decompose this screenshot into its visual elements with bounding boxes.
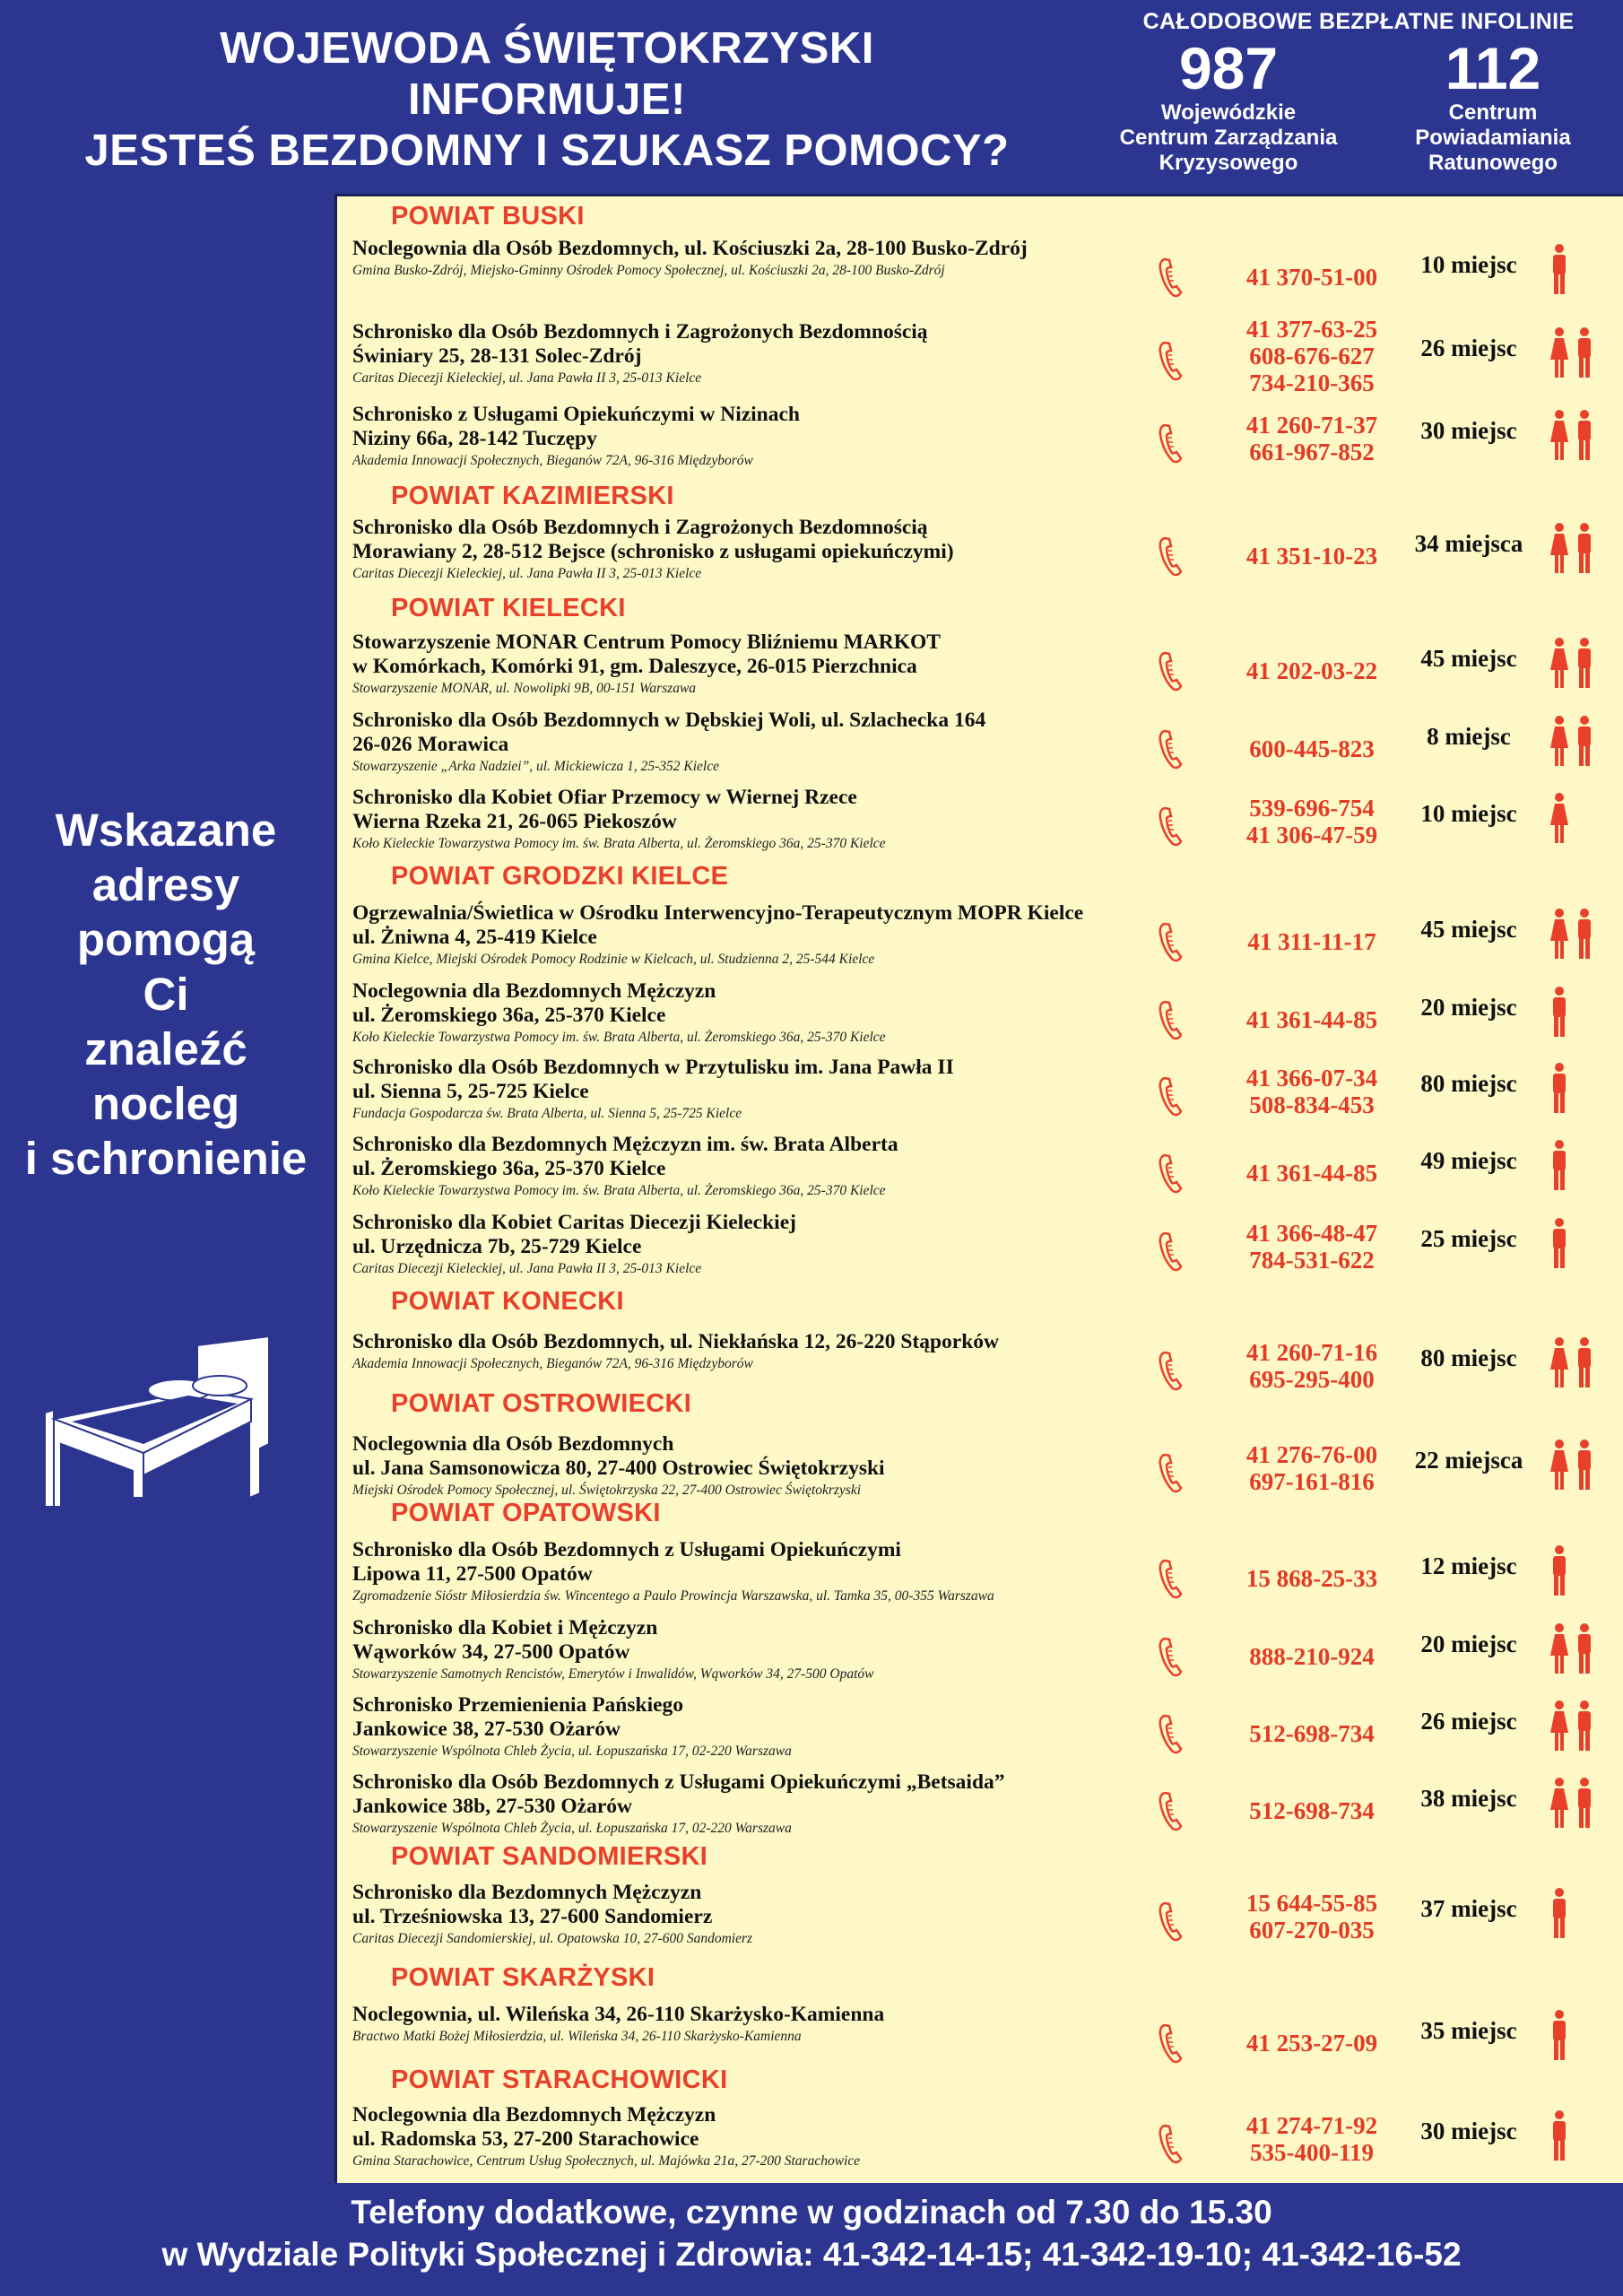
hotline-desc: Centrum Zarządzania xyxy=(1119,126,1338,150)
powiat-heading: POWIAT KONECKI xyxy=(391,1287,624,1316)
shelter-address: Niziny 66a, 28-142 Tuczępy xyxy=(352,427,597,450)
shelter-name: Schronisko dla Bezdomnych Mężczyzn im. św. Brata Alberta xyxy=(352,1133,898,1156)
phone-handset-icon xyxy=(1158,535,1183,577)
phone-number[interactable]: 697-161-816 xyxy=(1249,1468,1375,1495)
phone-number[interactable]: 15 868-25-33 xyxy=(1245,1565,1378,1592)
phone-handset-icon xyxy=(1158,728,1183,770)
phone-handset-icon xyxy=(1158,1900,1183,1942)
shelter-name: Schronisko dla Kobiet Ofiar Przemocy w Wiernej Rzece xyxy=(352,786,857,809)
shelter-name: Schronisko dla Osób Bezdomnych w Przytulisku im. Jana Pawła II xyxy=(352,1056,954,1079)
female-figure-icon xyxy=(1549,523,1569,573)
male-figure-icon xyxy=(1549,1218,1569,1268)
shelter-entry xyxy=(352,631,1608,698)
shelter-entry xyxy=(352,516,1608,583)
shelter-capacity: 12 miejsc xyxy=(1420,1552,1517,1579)
male-figure-icon xyxy=(1575,410,1594,460)
phone-handset-icon xyxy=(1158,805,1183,847)
male-figure-icon xyxy=(1575,1778,1594,1828)
shelter-entry xyxy=(352,237,1608,291)
shelter-operator: Gmina Kielce, Miejski Ośrodek Pomocy Rodzinie w Kielcach, ul. Studzienna 2, 25-544 Kielce xyxy=(352,952,875,967)
female-figure-icon xyxy=(1549,1778,1569,1828)
phone-number[interactable]: 784-531-622 xyxy=(1249,1247,1375,1274)
shelter-operator: Gmina Busko-Zdrój, Miejsko-Gminny Ośrodek Pomocy Społecznej, ul. Kościuszki 2a, 28-100 Busko-Zdrój xyxy=(352,263,945,278)
powiat-heading: POWIAT STARACHOWICKI xyxy=(391,2066,728,2094)
shelter-address: ul. Jana Samsonowicza 80, 27-400 Ostrowiec Świętokrzyski xyxy=(352,1457,885,1480)
shelter-entry xyxy=(352,786,1608,853)
phone-handset-icon xyxy=(1158,1152,1183,1194)
gender-icons xyxy=(1549,1545,1569,1596)
gender-icons xyxy=(1549,1063,1569,1113)
shelter-address: ul. Radomska 53, 27-200 Starachowice xyxy=(352,2127,699,2151)
shelter-name: Ogrzewalnia/Świetlica w Ośrodku Interwencyjno-Terapeutycznym MOPR Kielce xyxy=(352,901,1084,925)
phone-handset-icon xyxy=(1158,1790,1183,1831)
shelter-operator: Koło Kieleckie Towarzystwa Pomocy im. św. Brata Alberta, ul. Żeromskiego 36a, 25-370 Kielce xyxy=(352,836,886,851)
shelter-entry xyxy=(352,2003,1608,2057)
shelter-capacity: 80 miejsc xyxy=(1420,1070,1517,1097)
male-figure-icon xyxy=(1575,327,1594,378)
shelter-operator: Stowarzyszenie Wspólnota Chleb Życia, ul. Łopuszańska 17, 02-220 Warszawa xyxy=(352,1821,792,1836)
gender-icons xyxy=(1549,2110,1569,2161)
phone-number[interactable]: 695-295-400 xyxy=(1249,1366,1375,1393)
shelter-entry xyxy=(352,403,1608,470)
phone-handset-icon xyxy=(1158,340,1183,381)
shelter-capacity: 26 miejsc xyxy=(1420,1708,1517,1735)
shelter-capacity: 20 miejsc xyxy=(1420,1631,1517,1657)
phone-number[interactable]: 661-967-852 xyxy=(1249,439,1375,465)
phone-handset-icon xyxy=(1158,1558,1183,1599)
phone-number[interactable]: 41 260-71-37 xyxy=(1245,412,1378,439)
phone-number[interactable]: 41 361-44-85 xyxy=(1245,1160,1378,1187)
shelter-operator: Gmina Starachowice, Centrum Usług Społecznych, ul. Majówka 21a, 27-200 Starachowice xyxy=(352,2153,861,2169)
shelter-capacity: 30 miejsc xyxy=(1420,417,1517,444)
male-figure-icon xyxy=(1575,638,1594,688)
phone-number[interactable]: 41 276-76-00 xyxy=(1245,1441,1378,1468)
gender-icons xyxy=(1549,716,1594,766)
shelter-name: Noclegownia dla Bezdomnych Mężczyzn xyxy=(352,979,716,1003)
male-figure-icon xyxy=(1575,1623,1594,1674)
header-title-line: WOJEWODA ŚWIĘTOKRZYSKI xyxy=(220,24,874,73)
powiat-heading: POWIAT SANDOMIERSKI xyxy=(391,1842,708,1871)
phone-number[interactable]: 535-400-119 xyxy=(1250,2139,1374,2166)
shelter-operator: Miejski Ośrodek Pomocy Społecznej, ul. Świętokrzyska 22, 27-400 Ostrowiec Świętokrzyski xyxy=(352,1483,862,1498)
powiat-heading: POWIAT KAZIMIERSKI xyxy=(391,482,674,510)
shelter-capacity: 22 miejsca xyxy=(1414,1447,1523,1474)
footer-line: Telefony dodatkowe, czynne w godzinach od 7.30 do 15.30 xyxy=(351,2194,1272,2231)
shelter-capacity: 30 miejsc xyxy=(1420,2118,1517,2144)
shelter-entry xyxy=(352,1881,1608,1948)
gender-icons xyxy=(1549,1218,1569,1268)
shelter-operator: Akademia Innowacji Społecznych, Bieganów 72A, 96-316 Międzyborów xyxy=(352,1356,753,1371)
shelter-operator: Caritas Diecezji Kieleckiej, ul. Jana Pawła II 3, 25-013 Kielce xyxy=(352,566,702,581)
phone-number[interactable]: 41 366-07-34 xyxy=(1245,1065,1378,1091)
shelter-name: Noclegownia dla Bezdomnych Mężczyzn xyxy=(352,2103,716,2126)
male-figure-icon xyxy=(1549,1140,1569,1190)
phone-handset-icon xyxy=(1158,999,1183,1040)
male-figure-icon xyxy=(1549,1545,1569,1596)
gender-icons xyxy=(1549,793,1569,843)
male-figure-icon xyxy=(1549,987,1569,1037)
shelter-entry xyxy=(352,2103,1608,2170)
male-figure-icon xyxy=(1549,1888,1569,1938)
shelter-entry xyxy=(352,1056,1608,1123)
shelter-operator: Stowarzyszenie „Arka Nadziei”, ul. Mickiewicza 1, 25-352 Kielce xyxy=(352,759,719,774)
shelter-capacity: 8 miejsc xyxy=(1427,723,1511,750)
shelter-address: Wąworków 34, 27-500 Opatów xyxy=(352,1640,630,1664)
phone-number[interactable]: 512-698-734 xyxy=(1249,1720,1375,1747)
female-figure-icon xyxy=(1549,909,1569,959)
female-figure-icon xyxy=(1549,410,1569,460)
shelter-entry xyxy=(352,316,1608,396)
shelter-operator: Stowarzyszenie MONAR, ul. Nowolipki 9B, 00-151 Warszawa xyxy=(352,681,697,696)
shelter-entry xyxy=(352,1538,1608,1605)
phone-number[interactable]: 41 311-11-17 xyxy=(1247,928,1376,955)
shelter-operator: Caritas Diecezji Kieleckiej, ul. Jana Pawła II 3, 25-013 Kielce xyxy=(352,1261,702,1276)
shelter-address: 26-026 Morawica xyxy=(352,733,509,756)
phone-number[interactable]: 508-834-453 xyxy=(1249,1091,1375,1118)
phone-number[interactable]: 41 377-63-25 xyxy=(1245,316,1378,343)
phone-number[interactable]: 734-210-365 xyxy=(1249,370,1375,396)
shelter-entry xyxy=(352,709,1608,776)
shelter-operator: Akademia Innowacji Społecznych, Bieganów 72A, 96-316 Międzyborów xyxy=(352,453,753,468)
shelter-address: Świniary 25, 28-131 Solec-Zdrój xyxy=(352,344,642,368)
shelter-address: Lipowa 11, 27-500 Opatów xyxy=(352,1562,593,1586)
female-figure-icon xyxy=(1549,327,1569,378)
shelter-name: Noclegownia dla Osób Bezdomnych, ul. Kościuszki 2a, 28-100 Busko-Zdrój xyxy=(352,237,1028,260)
shelter-capacity: 45 miejsc xyxy=(1420,916,1517,943)
phone-number[interactable]: 608-676-627 xyxy=(1249,343,1375,370)
shelter-address: Jankowice 38, 27-530 Ożarów xyxy=(352,1718,621,1741)
powiat-heading: POWIAT OSTROWIECKI xyxy=(391,1389,692,1418)
shelter-address: ul. Żeromskiego 36a, 25-370 Kielce xyxy=(352,1004,666,1027)
header-title xyxy=(27,23,1067,177)
hotline-number: 112 xyxy=(1445,35,1541,101)
shelter-capacity: 26 miejsc xyxy=(1420,335,1517,361)
phone-number[interactable]: 41 366-48-47 xyxy=(1245,1220,1378,1247)
shelter-capacity: 10 miejsc xyxy=(1420,251,1517,278)
phone-handset-icon xyxy=(1158,1713,1183,1754)
shelter-name: Schronisko Przemienienia Pańskiego xyxy=(352,1693,684,1717)
male-figure-icon xyxy=(1575,1439,1594,1490)
shelter-operator: Stowarzyszenie Wspólnota Chleb Życia, ul. Łopuszańska 17, 02-220 Warszawa xyxy=(352,1744,792,1759)
shelter-operator: Zgromadzenie Sióstr Miłosierdzia św. Wincentego a Paulo Prowincja Warszawska, ul. Tamka 35, 00-355 Warszawa xyxy=(352,1588,994,1604)
phone-number[interactable]: 41 202-03-22 xyxy=(1245,657,1378,684)
phone-number[interactable]: 41 253-27-09 xyxy=(1245,2030,1378,2057)
shelter-capacity: 10 miejsc xyxy=(1420,800,1517,827)
hotline-desc: Kryzysowego xyxy=(1159,151,1298,175)
male-figure-icon xyxy=(1575,1700,1594,1751)
gender-icons xyxy=(1549,1623,1594,1674)
gender-icons xyxy=(1549,1888,1569,1938)
side-slogan: Wskazane adresy pomogą Ci znaleźć nocleg i schronienie xyxy=(24,804,308,1184)
gender-icons xyxy=(1549,1337,1594,1387)
hotline-desc: Ratunowego xyxy=(1428,151,1558,175)
powiat-heading: POWIAT BUSKI xyxy=(391,202,585,230)
powiat-heading: POWIAT GRODZKI KIELCE xyxy=(391,862,729,891)
phone-handset-icon xyxy=(1158,2123,1183,2164)
female-figure-icon xyxy=(1549,638,1569,688)
gender-icons xyxy=(1549,244,1569,294)
shelter-name: Stowarzyszenie MONAR Centrum Pomocy Bliźniemu MARKOT xyxy=(352,631,941,654)
gender-icons xyxy=(1549,909,1594,959)
bed-icon xyxy=(45,1336,269,1507)
phone-number[interactable]: 41 260-71-16 xyxy=(1245,1339,1378,1366)
gender-icons xyxy=(1549,410,1594,460)
gender-icons xyxy=(1549,327,1594,378)
male-figure-icon xyxy=(1549,1063,1569,1113)
male-figure-icon xyxy=(1575,1337,1594,1387)
shelter-operator: Caritas Diecezji Kieleckiej, ul. Jana Pawła II 3, 25-013 Kielce xyxy=(352,370,702,386)
shelter-name: Schronisko dla Kobiet Caritas Diecezji Kieleckiej xyxy=(352,1211,796,1234)
shelter-name: Schronisko z Usługami Opiekuńczymi w Nizinach xyxy=(352,403,800,426)
female-figure-icon xyxy=(1549,1337,1569,1387)
shelter-operator: Koło Kieleckie Towarzystwa Pomocy im. św. Brata Alberta, ul. Żeromskiego 36a, 25-370 Kielce xyxy=(352,1030,886,1045)
phone-handset-icon xyxy=(1158,921,1183,962)
phone-handset-icon xyxy=(1158,1231,1183,1272)
gender-icons xyxy=(1549,2010,1569,2060)
hotlines-heading: CAŁODOBOWE BEZPŁATNE INFOLINIE xyxy=(1142,9,1575,34)
shelter-address: w Komórkach, Komórki 91, gm. Daleszyce, 26-015 Pierzchnica xyxy=(352,655,917,678)
phone-handset-icon xyxy=(1158,1075,1183,1117)
gender-icons xyxy=(1549,1700,1594,1751)
gender-icons xyxy=(1549,1439,1594,1490)
gender-icons xyxy=(1549,523,1594,573)
shelter-address: ul. Urzędnicza 7b, 25-729 Kielce xyxy=(352,1235,642,1258)
shelter-capacity: 34 miejsca xyxy=(1414,530,1523,557)
shelter-capacity: 37 miejsc xyxy=(1420,1895,1517,1922)
shelter-entry xyxy=(352,1330,1608,1393)
phone-number[interactable]: 41 274-71-92 xyxy=(1245,2112,1378,2139)
phone-number[interactable]: 607-270-035 xyxy=(1249,1917,1375,1944)
gender-icons xyxy=(1549,1140,1569,1190)
shelter-entry xyxy=(352,1211,1608,1278)
phone-handset-icon xyxy=(1158,422,1183,464)
phone-number[interactable]: 15 644-55-85 xyxy=(1245,1890,1378,1917)
shelter-address: Jankowice 38b, 27-530 Ożarów xyxy=(352,1795,633,1818)
shelter-entry xyxy=(352,1432,1608,1500)
male-figure-icon xyxy=(1549,2110,1569,2161)
hotline-112 xyxy=(1376,36,1610,176)
hotline-desc: Wojewódzkie xyxy=(1160,100,1297,125)
phone-handset-icon xyxy=(1158,1350,1183,1391)
shelter-name: Schronisko dla Osób Bezdomnych z Usługami Opiekuńczymi xyxy=(352,1538,901,1561)
gender-icons xyxy=(1549,1778,1594,1828)
shelter-address: ul. Sienna 5, 25-725 Kielce xyxy=(352,1080,589,1103)
shelter-capacity: 45 miejsc xyxy=(1420,645,1517,672)
shelter-operator: Caritas Diecezji Sandomierskiej, ul. Opatowska 10, 27-600 Sandomierz xyxy=(352,1931,753,1946)
phone-number[interactable]: 41 370-51-00 xyxy=(1245,264,1378,291)
hotline-number: 987 xyxy=(1178,35,1279,101)
phone-number[interactable]: 512-698-734 xyxy=(1249,1797,1375,1824)
male-figure-icon xyxy=(1549,244,1569,294)
shelter-name: Schronisko dla Osób Bezdomnych i Zagrożonych Bezdomnością xyxy=(352,320,928,344)
shelter-name: Schronisko dla Bezdomnych Mężczyzn xyxy=(352,1881,702,1904)
powiat-heading: POWIAT SKARŻYSKI xyxy=(391,1963,655,1992)
phone-handset-icon xyxy=(1158,257,1183,298)
shelter-operator: Fundacja Gospodarcza św. Brata Alberta, ul. Sienna 5, 25-725 Kielce xyxy=(352,1106,742,1121)
shelter-entry xyxy=(352,901,1608,969)
header-title-line: INFORMUJE! xyxy=(408,75,686,124)
male-figure-icon xyxy=(1575,523,1594,573)
phone-number[interactable]: 600-445-823 xyxy=(1249,735,1375,762)
shelter-name: Schronisko dla Osób Bezdomnych w Dębskiej Woli, ul. Szlachecka 164 xyxy=(352,709,986,732)
gender-icons xyxy=(1549,638,1594,688)
female-figure-icon xyxy=(1549,1623,1569,1674)
shelter-address: Wierna Rzeka 21, 26-065 Piekoszów xyxy=(352,810,677,833)
shelter-capacity: 35 miejsc xyxy=(1420,2017,1517,2044)
phone-number[interactable]: 888-210-924 xyxy=(1249,1643,1375,1670)
female-figure-icon xyxy=(1549,716,1569,766)
female-figure-icon xyxy=(1549,1439,1569,1490)
phone-handset-icon xyxy=(1158,650,1183,691)
female-figure-icon xyxy=(1549,1700,1569,1751)
shelter-operator: Bractwo Matki Bożej Miłosierdzia, ul. Wileńska 34, 26-110 Skarżysko-Kamienna xyxy=(352,2029,802,2044)
hotline-desc: Centrum xyxy=(1448,100,1538,125)
shelter-capacity: 49 miejsc xyxy=(1420,1147,1517,1174)
shelter-operator: Stowarzyszenie Samotnych Rencistów, Emerytów i Inwalidów, Wąworków 34, 27-500 Opatów xyxy=(352,1666,874,1682)
shelter-address: ul. Żniwna 4, 25-419 Kielce xyxy=(352,926,597,949)
phone-number[interactable]: 41 306-47-59 xyxy=(1245,822,1378,848)
shelter-name: Schronisko dla Osób Bezdomnych z Usługami Opiekuńczymi „Betsaida” xyxy=(352,1770,1005,1794)
powiat-heading: POWIAT OPATOWSKI xyxy=(391,1499,661,1527)
shelter-name: Noclegownia, ul. Wileńska 34, 26-110 Skarżysko-Kamienna xyxy=(352,2003,885,2026)
phone-number[interactable]: 41 361-44-85 xyxy=(1245,1006,1378,1033)
header-title-line: JESTEŚ BEZDOMNY I SZUKASZ POMOCY? xyxy=(84,126,1010,175)
phone-number[interactable]: 539-696-754 xyxy=(1249,795,1375,822)
male-figure-icon xyxy=(1575,716,1594,766)
shelter-address: Morawiany 2, 28-512 Bejsce (schronisko z usługami opiekuńczymi) xyxy=(352,540,954,563)
hotline-987 xyxy=(1094,36,1363,176)
shelter-entry xyxy=(352,979,1608,1047)
phone-number[interactable]: 41 351-10-23 xyxy=(1245,543,1378,570)
gender-icons xyxy=(1549,987,1569,1037)
shelter-name: Schronisko dla Kobiet i Mężczyzn xyxy=(352,1616,658,1639)
shelter-entry xyxy=(352,1616,1608,1683)
shelter-list-panel xyxy=(334,194,1623,2183)
phone-handset-icon xyxy=(1158,1636,1183,1677)
footer-line: w Wydziale Polityki Społecznej i Zdrowia: 41-342-14-15; 41-342-19-10; 41-342-16-52 xyxy=(161,2236,1462,2273)
male-figure-icon xyxy=(1575,909,1594,959)
shelter-capacity: 80 miejsc xyxy=(1420,1344,1517,1371)
shelter-address: ul. Żeromskiego 36a, 25-370 Kielce xyxy=(352,1157,666,1180)
phone-handset-icon xyxy=(1158,2022,1183,2064)
shelter-name: Schronisko dla Osób Bezdomnych i Zagrożonych Bezdomnością xyxy=(352,516,928,539)
footer xyxy=(0,2191,1623,2275)
shelter-entry xyxy=(352,1770,1608,1838)
hotline-desc: Powiadamiania xyxy=(1415,126,1571,150)
shelter-capacity: 38 miejsc xyxy=(1420,1785,1517,1812)
shelter-operator: Koło Kieleckie Towarzystwa Pomocy im. św. Brata Alberta, ul. Żeromskiego 36a, 25-370 Kielce xyxy=(352,1183,886,1198)
shelter-name: Schronisko dla Osób Bezdomnych, ul. Niekłańska 12, 26-220 Stąporków xyxy=(352,1330,1000,1353)
shelter-entry xyxy=(352,1693,1608,1761)
shelter-capacity: 25 miejsc xyxy=(1420,1225,1517,1252)
phone-handset-icon xyxy=(1158,1452,1183,1493)
shelter-address: ul. Trześniowska 13, 27-600 Sandomierz xyxy=(352,1905,713,1928)
female-figure-icon xyxy=(1549,793,1569,843)
male-figure-icon xyxy=(1549,2010,1569,2060)
shelter-capacity: 20 miejsc xyxy=(1420,994,1517,1021)
shelter-entry xyxy=(352,1133,1608,1200)
shelter-name: Noclegownia dla Osób Bezdomnych xyxy=(352,1432,674,1456)
powiat-heading: POWIAT KIELECKI xyxy=(391,594,626,622)
